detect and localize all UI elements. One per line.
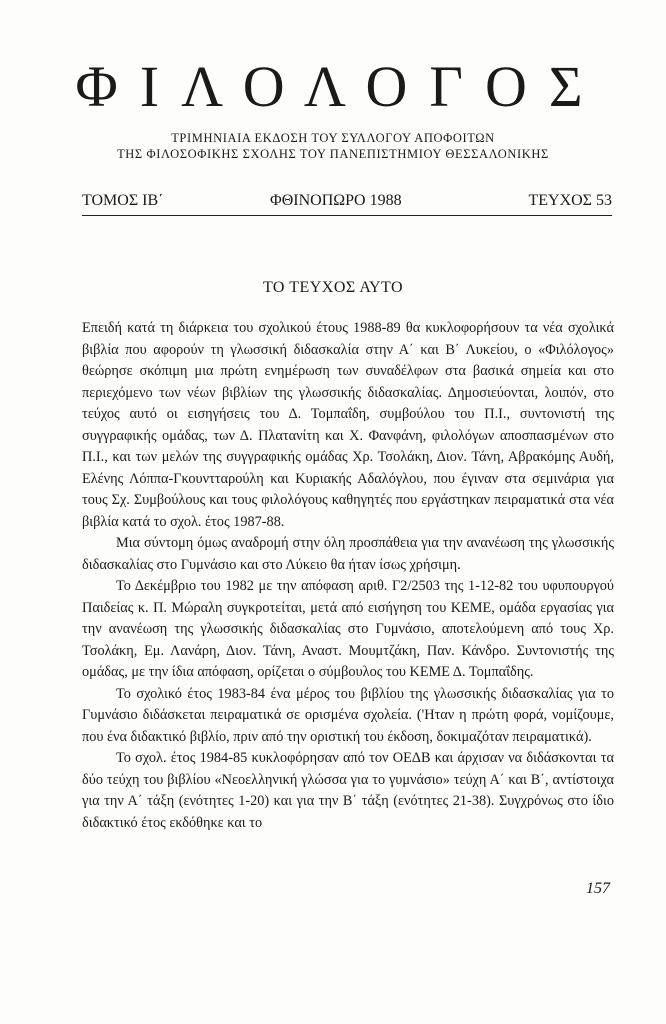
issue-number: ΤΕΥΧΟΣ 53 <box>528 192 612 209</box>
journal-subtitle-line-2: ΤΗΣ ΦΙΛΟΣΟΦΙΚΗΣ ΣΧΟΛΗΣ ΤΟΥ ΠΑΝΕΠΙΣΤΗΜΙΟΥ ΘΕΣΣΑΛΟΝΙΚΗΣ <box>117 147 549 161</box>
article-heading: ΤΟ ΤΕΥΧΟΣ ΑΥΤΟ <box>262 279 404 296</box>
issue-info-row <box>82 190 612 212</box>
issue-season: ΦΘΙΝΟΠΩΡΟ 1988 <box>270 192 402 209</box>
article-paragraph-5: Το σχολ. έτος 1984-85 κυκλοφόρησαν από τον ΟΕΔΒ και άρχισαν να διδάσκονται τα δύο τεύχη του βιβλίου «Νεοελληνική γλώσσα για το γυμνάσιο» τεύχη Α΄ και Β΄, αντίστοιχα για την Α΄ τάξη (ενότητες 1-20) και για την Β΄ τάξη (ενότητες 21-38). Συγχρόνως στο ίδιο διδακτικό έτος εκδόθηκε και το <box>82 750 614 831</box>
article-paragraph-4: Το σχολικό έτος 1983-84 ένα μέρος του βιβλίου της γλωσσικής διδασκαλίας για το Γυμνάσιο διδάσκεται πειραματικά σε ορισμένα σχολεία. ('Ηταν η πρώτη φορά, νομίζουμε, που ένα διδακτικό βιβλίο, πριν από την οριστική του έκδοση, δοκιμαζόταν πειραματικά). <box>82 685 614 745</box>
header-divider <box>82 215 612 216</box>
article-paragraph-3: Το Δεκέμβριο του 1982 με την απόφαση αριθ. Γ2/2503 της 1-12-82 του υφυπουργού Παιδείας κ. Π. Μώραλη συγκροτείται, μετά από εισήγηση του ΚΕΜΕ, ομάδα εργασίας για την ανανέωση της γλωσσικής διδασκαλίας στο Γυμνάσιο, αποτελούμενη από τους Χρ. Τσολάκη, Εμ. Λανάρη, Διον. Τάνη, Αναστ. Μουμτζάκη, Παν. Κάνδρο. Συντονιστής της ομάδας, με την ίδια απόφαση, ορίζεται ο σύμβουλος του ΚΕΜΕ Δ. Τομπαΐδης. <box>82 578 614 680</box>
journal-title: ΦΙΛΟΛΟΓΟΣ <box>75 54 605 119</box>
page-number: 157 <box>586 880 610 897</box>
issue-volume: ΤΟΜΟΣ ΙΒ΄ <box>82 192 164 209</box>
article-paragraph-1: Επειδή κατά τη διάρκεια του σχολικού έτους 1988-89 θα κυκλοφορήσουν τα νέα σχολικά βιβλία που αφορούν τη γλωσσική διδασκαλία στην Α΄ και Β΄ Λυκείου, ο «Φιλόλογος» θεώρησε σκόπιμη μια πρώτη ενημέρωση των συναδέλφων στα βασικά σημεία και στο περιεχόμενο των νέων βιβλίων της γλωσσικής διδασκαλίας. Δημοσιεύονται, λοιπόν, στο τεύχος αυτό οι εισηγήσεις του Δ. Τομπαΐδη, συμβούλου του Π.Ι., συντονιστή της συγγραφικής ομάδας, των Δ. Πλατανίτη και Χ. Φανφάνη, φιλολόγων αποσπασμένων στο Π.Ι., και των μελών της συγγραφικής ομάδας Χρ. Τσολάκη, Διον. Τάνη, Αβρακόμης Αυδή, Ελένης Λόππα-Γκουντταρούλη και Κυριακής Αδαλόγλου, που έγιναν στα σεμινάρια για τους Σχ. Συμβούλους και τους φιλολόγους καθηγητές που εργάστηκαν πειραματικά στα νέα βιβλία κατά το σχολ. έτος 1987-88. <box>82 320 614 530</box>
article-paragraph-2: Μια σύντομη όμως αναδρομή στην όλη προσπάθεια για την ανανέωση της γλωσσικής διδασκαλίας στο Γυμνάσιο και στο Λύκειο θα ήταν ίσως χρήσιμη. <box>82 535 614 573</box>
article-body <box>82 318 614 834</box>
journal-subtitle-line-1: ΤΡΙΜΗΝΙΑΙΑ ΕΚΔΟΣΗ ΤΟΥ ΣΥΛΛΟΓΟΥ ΑΠΟΦΟΙΤΩΝ <box>171 131 495 145</box>
